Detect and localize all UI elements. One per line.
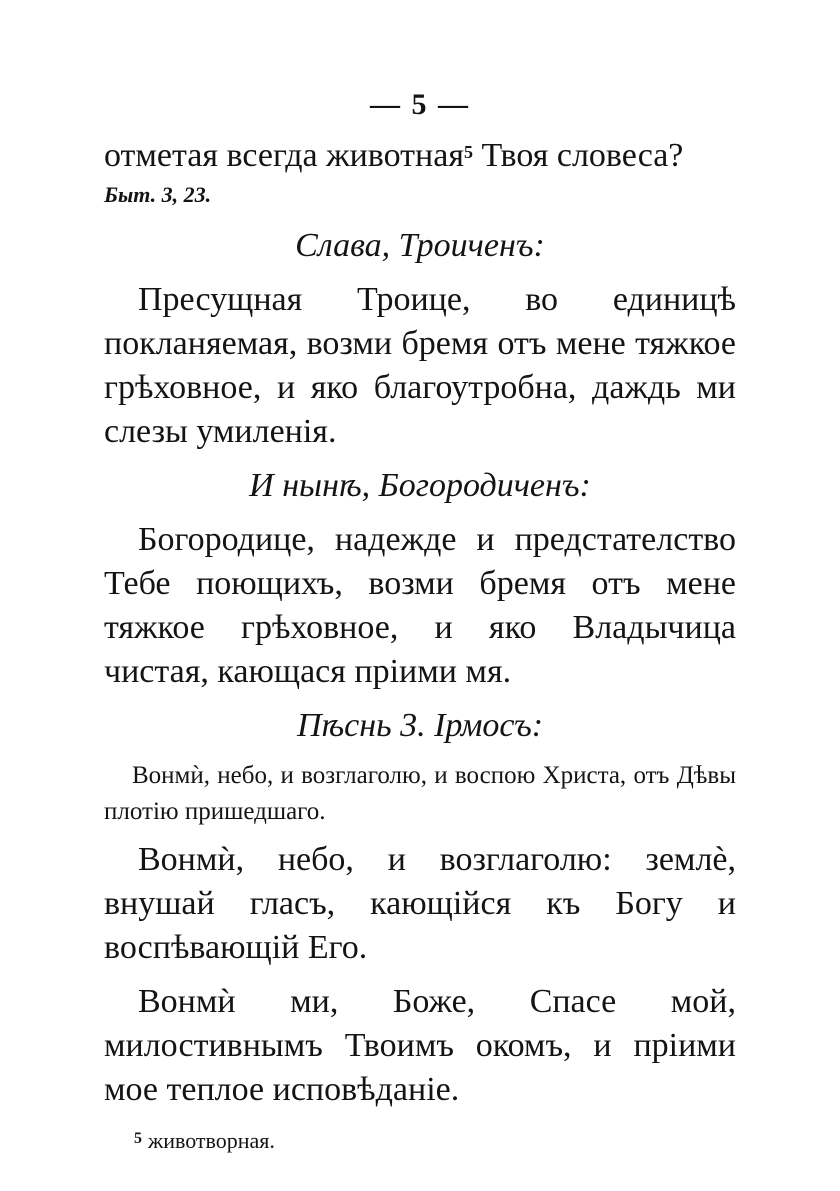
continuation-text: отметая всегда животная (104, 137, 464, 174)
song-heading: Пѣснь 3. Ірмосъ: (296, 707, 544, 744)
bible-reference: Быт. 3, 23. (104, 182, 212, 207)
continuation-line (104, 134, 736, 178)
page-number: — 5 — (370, 88, 470, 121)
verse-1: Вонмѝ, небо, и возглаголю: землѐ, внушай гласъ, кающійся къ Богу и воспѣвающій Его. (104, 841, 736, 966)
footnote-number: 5 (134, 1130, 142, 1147)
section-heading-glory: Слава, Троиченъ: (295, 227, 545, 264)
footnote-marker: 5 (463, 142, 473, 162)
footnote (134, 1126, 736, 1156)
footnote-text: животворная. (148, 1128, 275, 1153)
section-text-theotokion: Богородице, надежде и предстателство Тебе поющихъ, возми бремя отъ мене тяжкое грѣховное, и яко Владычица чистая, кающася пріими мя. (104, 521, 736, 690)
irmos-text: Вонмѝ, небо, и возглаголю, и воспою Христа, отъ Дѣвы плотію пришедшаго. (104, 762, 736, 825)
section-heading-now: И нынѣ, Богородиченъ: (249, 467, 591, 504)
continuation-text-end: Твоя словеса? (472, 137, 684, 174)
section-text-trinity: Пресущная Троице, во единицѣ покланяемая, возми бремя отъ мене тяжкое грѣховное, и яко благоутробна, даждь ми слезы умиленія. (104, 281, 736, 450)
verse-2: Вонмѝ ми, Боже, Спасе мой, милостивнымъ Твоимъ окомъ, и пріими мое теплое исповѣданіе. (104, 983, 736, 1108)
